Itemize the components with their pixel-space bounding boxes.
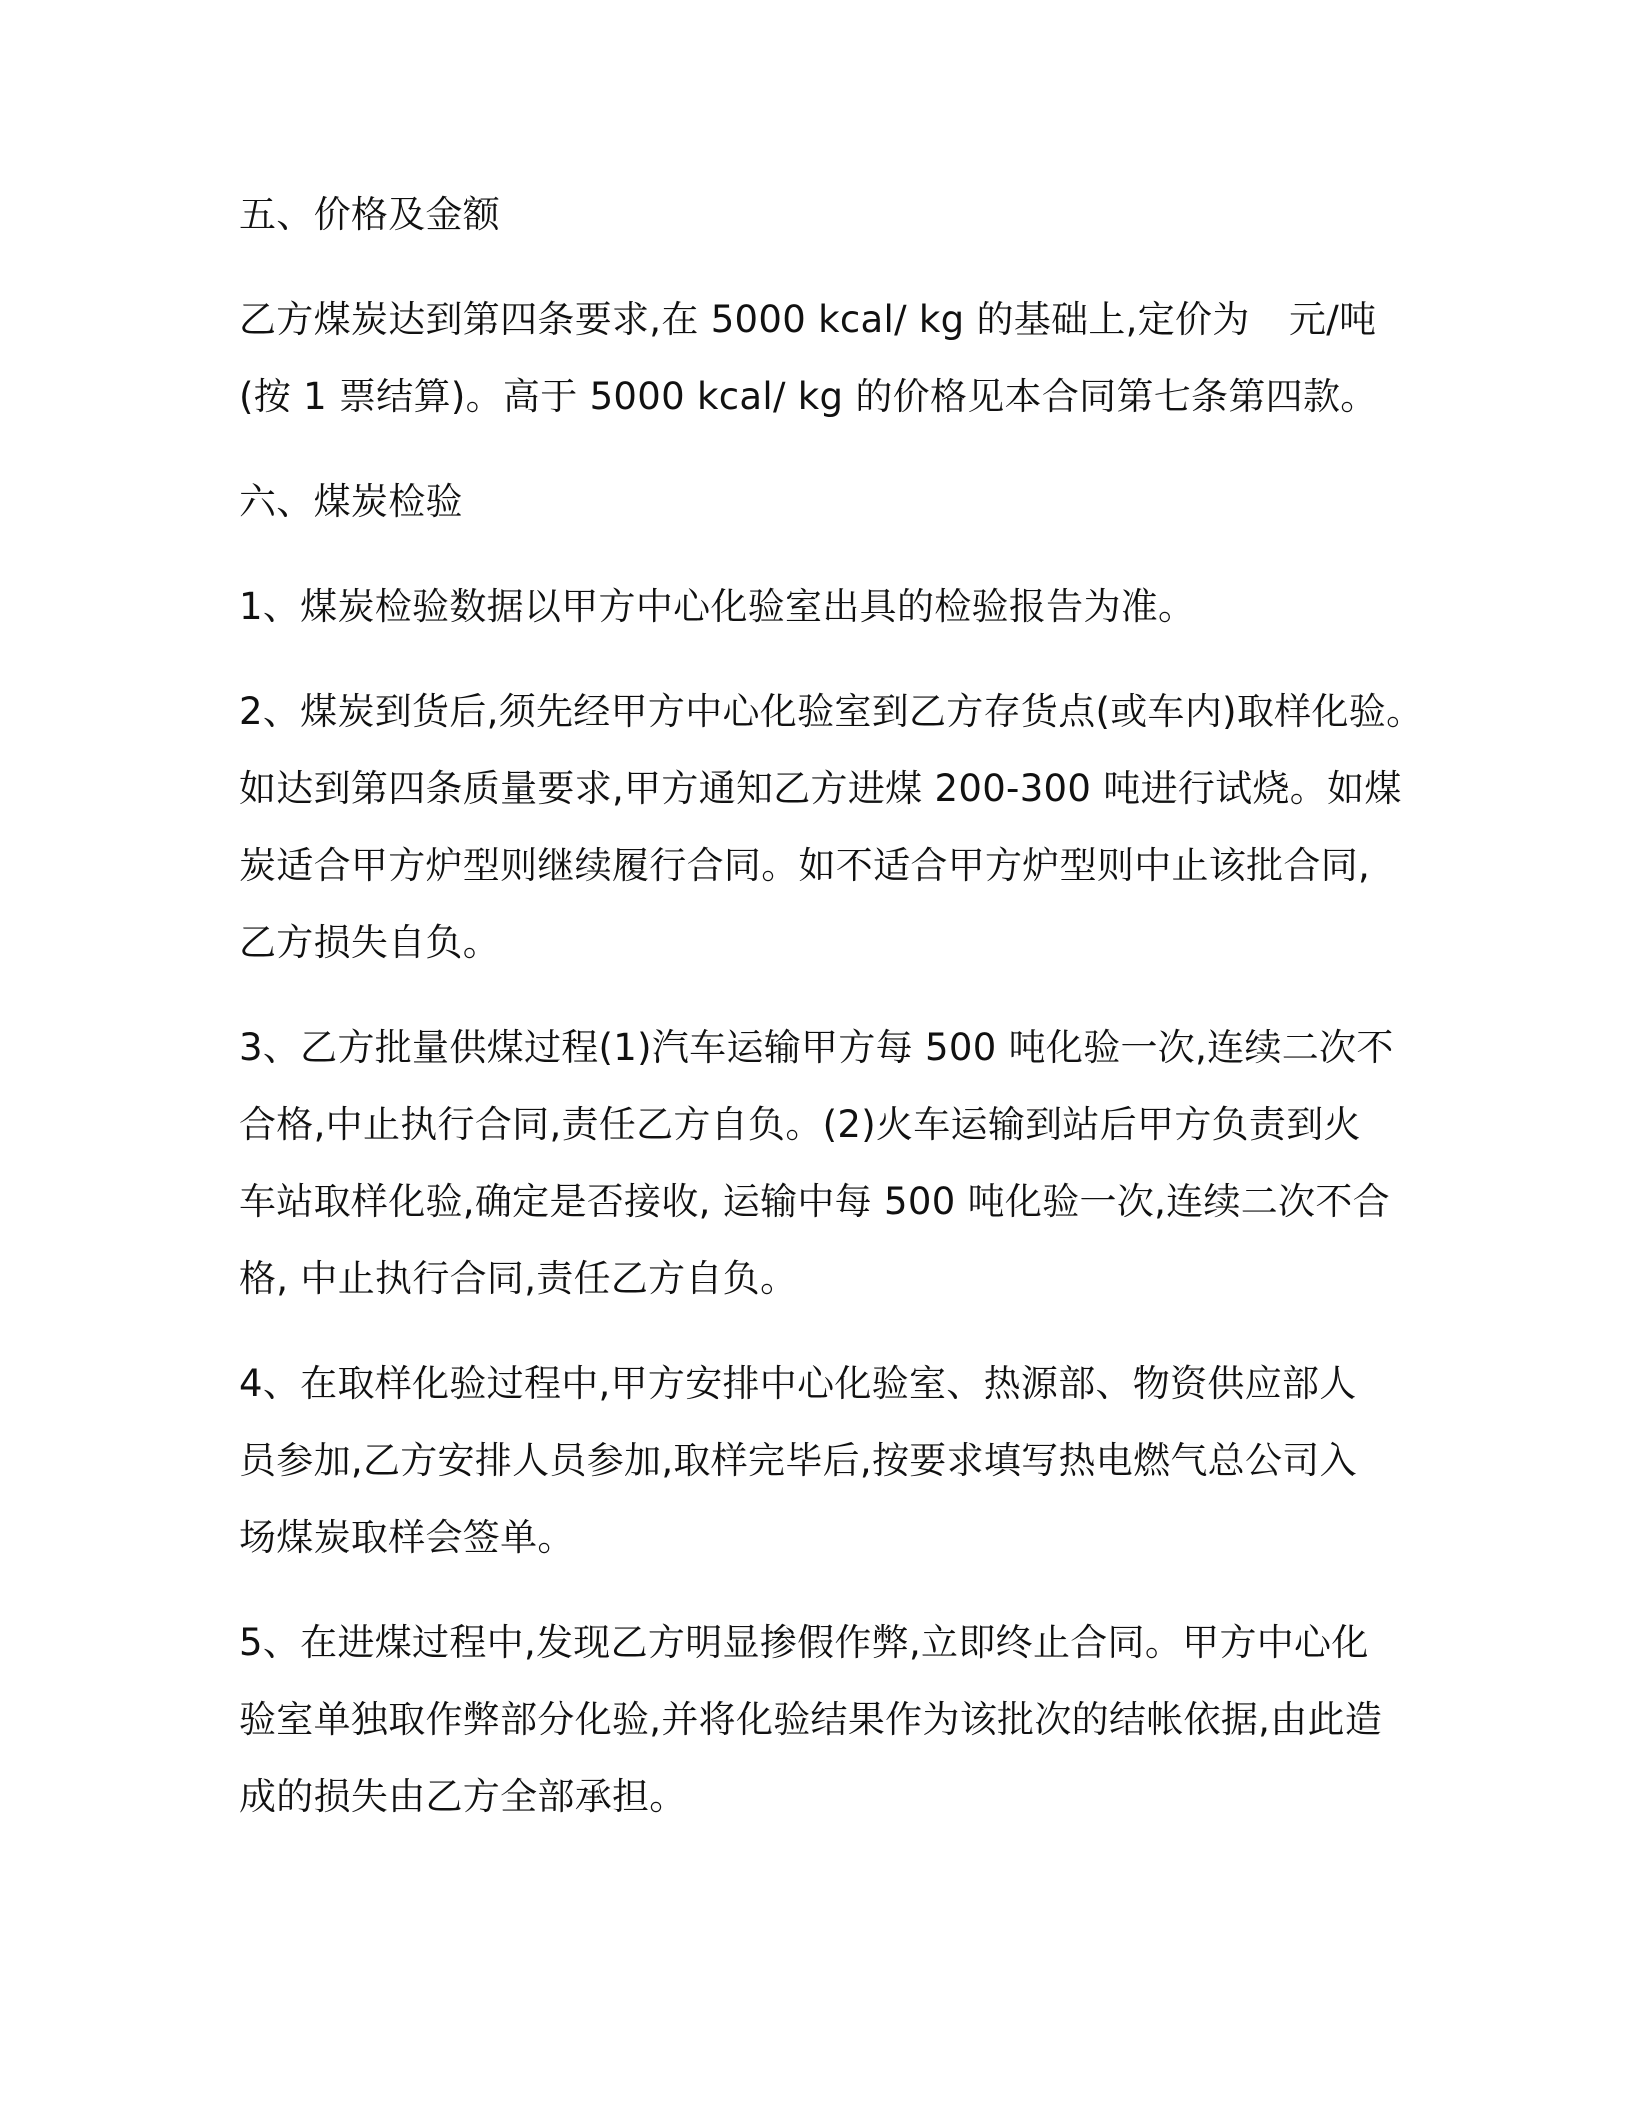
section-6-heading: 六、煤炭检验 xyxy=(239,480,463,523)
price-line-2: (按 1 票结算)。高于 5000 kcal/ kg 的价格见本合同第七条第四款。 xyxy=(239,375,1378,418)
item-3-line-1: 3、乙方批量供煤过程(1)汽车运输甲方每 500 吨化验一次,连续二次不 xyxy=(239,1026,1394,1069)
item-5-line-2: 验室单独取作弊部分化验,并将化验结果作为该批次的结帐依据,由此造 xyxy=(239,1698,1383,1741)
item-2-line-2: 如达到第四条质量要求,甲方通知乙方进煤 200-300 吨进行试烧。如煤 xyxy=(239,767,1402,810)
price-text: 乙方煤炭达到第四条要求,在 5000 kcal/ kg 的基础上,定价为 xyxy=(239,298,1250,341)
item-1-line-1: 1、煤炭检验数据以甲方中心化验室出具的检验报告为准。 xyxy=(239,585,1196,628)
item-2-line-1: 2、煤炭到货后,须先经甲方中心化验室到乙方存货点(或车内)取样化验。 xyxy=(239,690,1424,733)
item-2-line-4: 乙方损失自负。 xyxy=(239,921,501,964)
item-4-line-3: 场煤炭取样会签单。 xyxy=(239,1516,575,1559)
item-5-line-3: 成的损失由乙方全部承担。 xyxy=(239,1775,687,1818)
price-line-1 xyxy=(239,295,1399,345)
section-5-heading: 五、价格及金额 xyxy=(239,193,501,236)
document-body xyxy=(239,190,1424,1822)
item-2-line-3: 炭适合甲方炉型则继续履行合同。如不适合甲方炉型则中止该批合同, xyxy=(239,844,1371,887)
item-4-line-1: 4、在取样化验过程中,甲方安排中心化验室、热源部、物资供应部人 xyxy=(239,1362,1357,1405)
item-5-line-1: 5、在进煤过程中,发现乙方明显掺假作弊,立即终止合同。甲方中心化 xyxy=(239,1621,1369,1664)
item-4-line-2: 员参加,乙方安排人员参加,取样完毕后,按要求填写热电燃气总公司入 xyxy=(239,1439,1357,1482)
price-unit: 元/吨 xyxy=(1289,298,1377,341)
item-3-line-2: 合格,中止执行合同,责任乙方自负。(2)火车运输到站后甲方负责到火 xyxy=(239,1103,1361,1146)
item-3-line-3: 车站取样化验,确定是否接收, 运输中每 500 吨化验一次,连续二次不合 xyxy=(239,1180,1390,1223)
item-3-line-4: 格, 中止执行合同,责任乙方自负。 xyxy=(239,1257,798,1300)
